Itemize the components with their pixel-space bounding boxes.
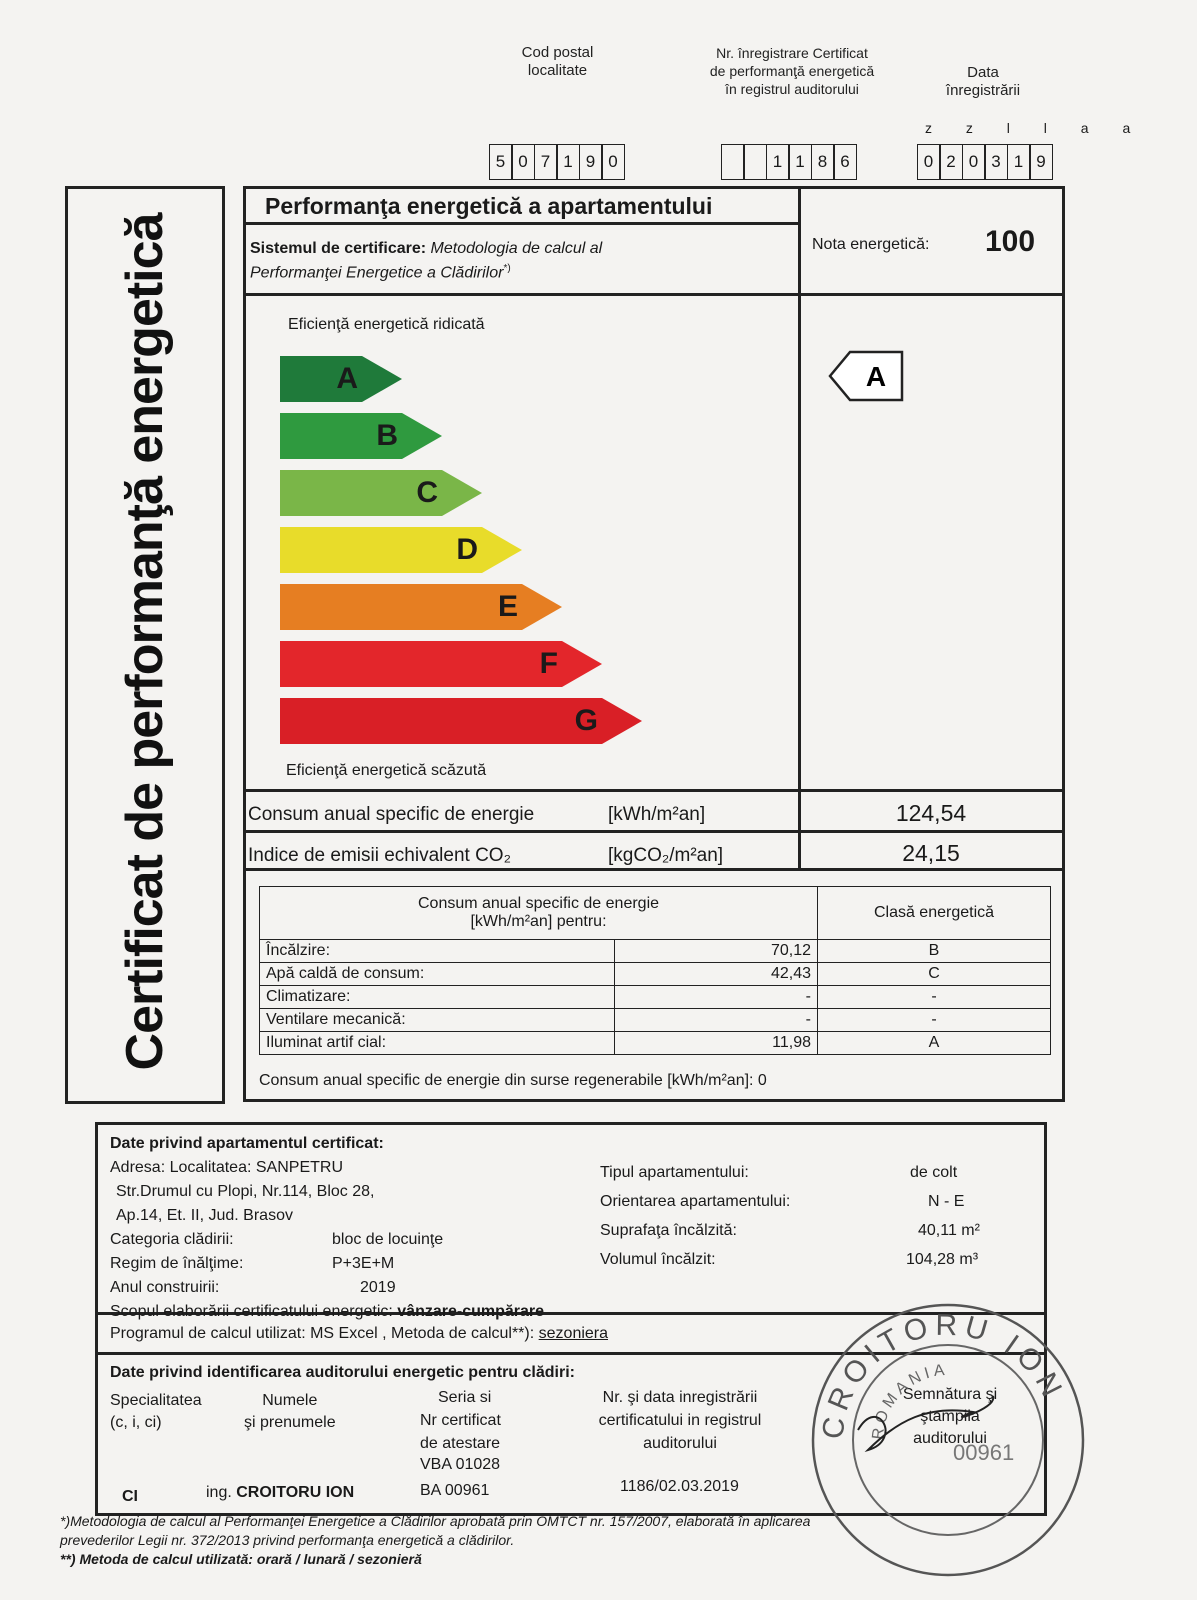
breakdown-row [260, 986, 1051, 1009]
energy-class-letter: C [416, 476, 438, 509]
energy-class-bar-g [280, 698, 642, 744]
breakdown-class: - [818, 1009, 1051, 1032]
divider [243, 830, 1065, 833]
date-digit-box: 0 [962, 144, 986, 180]
auditor-specialty: CI [122, 1488, 138, 1505]
date-digit-box: 1 [1007, 144, 1031, 180]
energy-class-bar-d [280, 527, 522, 573]
breakdown-row [260, 1009, 1051, 1032]
footnote-1b: prevederilor Legii nr. 372/2013 privind performanţa energetică a clădirilor. [60, 1532, 515, 1548]
date-format-hint: z z l l a a [925, 120, 1146, 136]
energy-score-value: 100 [985, 225, 1036, 258]
stamp-number: 00961 [953, 1440, 1015, 1465]
auditor-col-certificate: Seria si Nr certificat de atestare [420, 1389, 501, 1452]
stamp-inner-text: ROMANIA [869, 1361, 950, 1441]
breakdown-name: Climatizare: [260, 986, 615, 1009]
registration-digit-box: 8 [811, 144, 835, 180]
certification-system: Sistemul de certificare: Metodologia de calcul al Performanţei Energetice a Clădirilor*) [250, 240, 603, 282]
registration-number-label: Nr. înregistrare Certificat de performanţă energetică în registrul auditorului [709, 45, 875, 97]
auditor-vb-certificate: VBA 01028 [420, 1456, 501, 1473]
vertical-title-frame [65, 186, 225, 1104]
date-digit-box: 2 [939, 144, 963, 180]
postal-digit-box: 0 [511, 144, 535, 180]
auditor-ba-certificate: BA 00961 [420, 1482, 490, 1499]
current-class-letter: A [865, 361, 887, 392]
annual-consumption-unit: [kWh/m²an] [608, 804, 706, 825]
registration-digit-box: 6 [833, 144, 857, 180]
annual-consumption-label: Consum anual specific de energie [248, 804, 535, 825]
postal-digit-box: 0 [601, 144, 625, 180]
calculation-program: Programul de calcul utilizat: MS Excel , Metoda de calcul**): sezoniera [110, 1325, 609, 1342]
breakdown-row [260, 1032, 1051, 1055]
divider [243, 293, 1065, 296]
date-digit-box: 3 [984, 144, 1008, 180]
auditor-name: ing. CROITORU ION [206, 1484, 355, 1501]
footnote-1a: *)Metodologia de calcul al Performanţei Energetice a Clădirilor aprobată prin OMTCT nr. 157/2007, elaborată în aplicarea [60, 1513, 811, 1529]
postal-code-boxes [490, 144, 625, 180]
co2-index-value: 24,15 [902, 840, 960, 866]
auditor-signature-label: Semnătura şi ştampila auditorului [902, 1386, 998, 1447]
breakdown-row [260, 940, 1051, 963]
co2-index-label: Indice de emisii echivalent CO₂ [248, 845, 511, 866]
auditor-col-registration: Nr. şi data inregistrării certificatului in registrul auditorului [598, 1389, 762, 1452]
divider [243, 789, 1065, 792]
energy-class-bar-f [280, 641, 602, 687]
breakdown-name: Ventilare mecanică: [260, 1009, 615, 1032]
divider [798, 186, 801, 870]
energy-class-letter: D [456, 533, 478, 566]
breakdown-value: 42,43 [615, 963, 818, 986]
auditor-col-specialty: Specialitatea (c, i, ci) [110, 1392, 202, 1431]
efficiency-high-label: Eficienţă energetică ridicată [288, 316, 485, 333]
postal-digit-box: 9 [579, 144, 603, 180]
annual-consumption-value: 124,54 [895, 800, 967, 826]
breakdown-header-right: Clasă energetică [818, 887, 1051, 940]
breakdown-name: Încălzire: [260, 940, 615, 963]
registration-number-boxes [722, 144, 857, 180]
registration-digit-box [743, 144, 767, 180]
breakdown-class: C [818, 963, 1051, 986]
vertical-title: Certificat de performanţă energetică [116, 213, 174, 1071]
energy-class-letter: G [574, 704, 598, 737]
energy-class-bar-c [280, 470, 482, 516]
breakdown-value: - [615, 986, 818, 1009]
breakdown-class: B [818, 940, 1051, 963]
postal-digit-box: 5 [489, 144, 513, 180]
energy-class-letter: B [376, 419, 398, 452]
stamp-outer-text: CROITORU ION [816, 1308, 1071, 1441]
breakdown-value: 70,12 [615, 940, 818, 963]
current-class-marker [828, 350, 904, 402]
footnote-2: **) Metoda de calcul utilizată: orară / lunară / sezonieră [60, 1551, 422, 1567]
auditor-col-name: Numele şi prenumele [244, 1392, 336, 1431]
breakdown-class: - [818, 986, 1051, 1009]
postal-digit-box: 1 [556, 144, 580, 180]
breakdown-header-left: Consum anual specific de energie [kWh/m²an] pentru: [260, 887, 818, 940]
energy-class-letter: F [539, 647, 558, 680]
apartment-data-block: Date privind apartamentul certificat: Adresa: Localitatea: SANPETRU Str.Drumul cu Plopi, Nr.114, Bloc 28, Ap.14, Et. II, Jud. Brasov Categoria clădirii: bloc de locuinţe Regim de înălţime: P+3E+M Anul construirii: 2019 Scopul elaborării certificatului energetic: vânzare-cumpărare [110, 1135, 545, 1320]
breakdown-value: 11,98 [615, 1032, 818, 1055]
breakdown-name: Iluminat artif cial: [260, 1032, 615, 1055]
renewable-consumption: Consum anual specific de energie din surse regenerabile [kWh/m²an]: 0 [259, 1072, 767, 1089]
auditor-section-title: Date privind identificarea auditorului energetic pentru clădiri: [110, 1364, 575, 1381]
divider [243, 222, 798, 225]
footnotes [60, 1512, 1140, 1569]
energy-class-letter: A [336, 362, 358, 395]
breakdown-value: - [615, 1009, 818, 1032]
registration-date-boxes [918, 144, 1053, 180]
breakdown-name: Apă caldă de consum: [260, 963, 615, 986]
date-digit-box: 9 [1029, 144, 1053, 180]
registration-digit-box: 1 [766, 144, 790, 180]
energy-class-letter: E [497, 590, 518, 623]
energy-score-label: Nota energetică: [812, 236, 930, 253]
energy-class-bar-e [280, 584, 562, 630]
postal-digit-box: 7 [534, 144, 558, 180]
apartment-properties: Tipul apartamentului: de colt Orientarea apartamentului: N - E Suprafaţa încălzită: 40,11 m² Volumul încălzit: 104,28 m³ [600, 1164, 980, 1268]
postal-code-label: Cod postal localitate [521, 44, 594, 79]
registration-digit-box: 1 [788, 144, 812, 180]
date-digit-box: 0 [917, 144, 941, 180]
energy-class-bar-b [280, 413, 442, 459]
auditor-registration: 1186/02.03.2019 [620, 1478, 739, 1495]
energy-class-bar-a [280, 356, 402, 402]
consumption-breakdown-table [259, 886, 1051, 1055]
registration-date-label: Data înregistrării [945, 64, 1021, 99]
efficiency-low-label: Eficienţă energetică scăzută [286, 762, 487, 779]
breakdown-class: A [818, 1032, 1051, 1055]
registration-digit-box [721, 144, 745, 180]
certificate-title: Performanţa energetică a apartamentului [265, 193, 713, 219]
breakdown-row [260, 963, 1051, 986]
co2-index-unit: [kgCO₂/m²an] [608, 845, 724, 866]
divider [243, 868, 1065, 871]
